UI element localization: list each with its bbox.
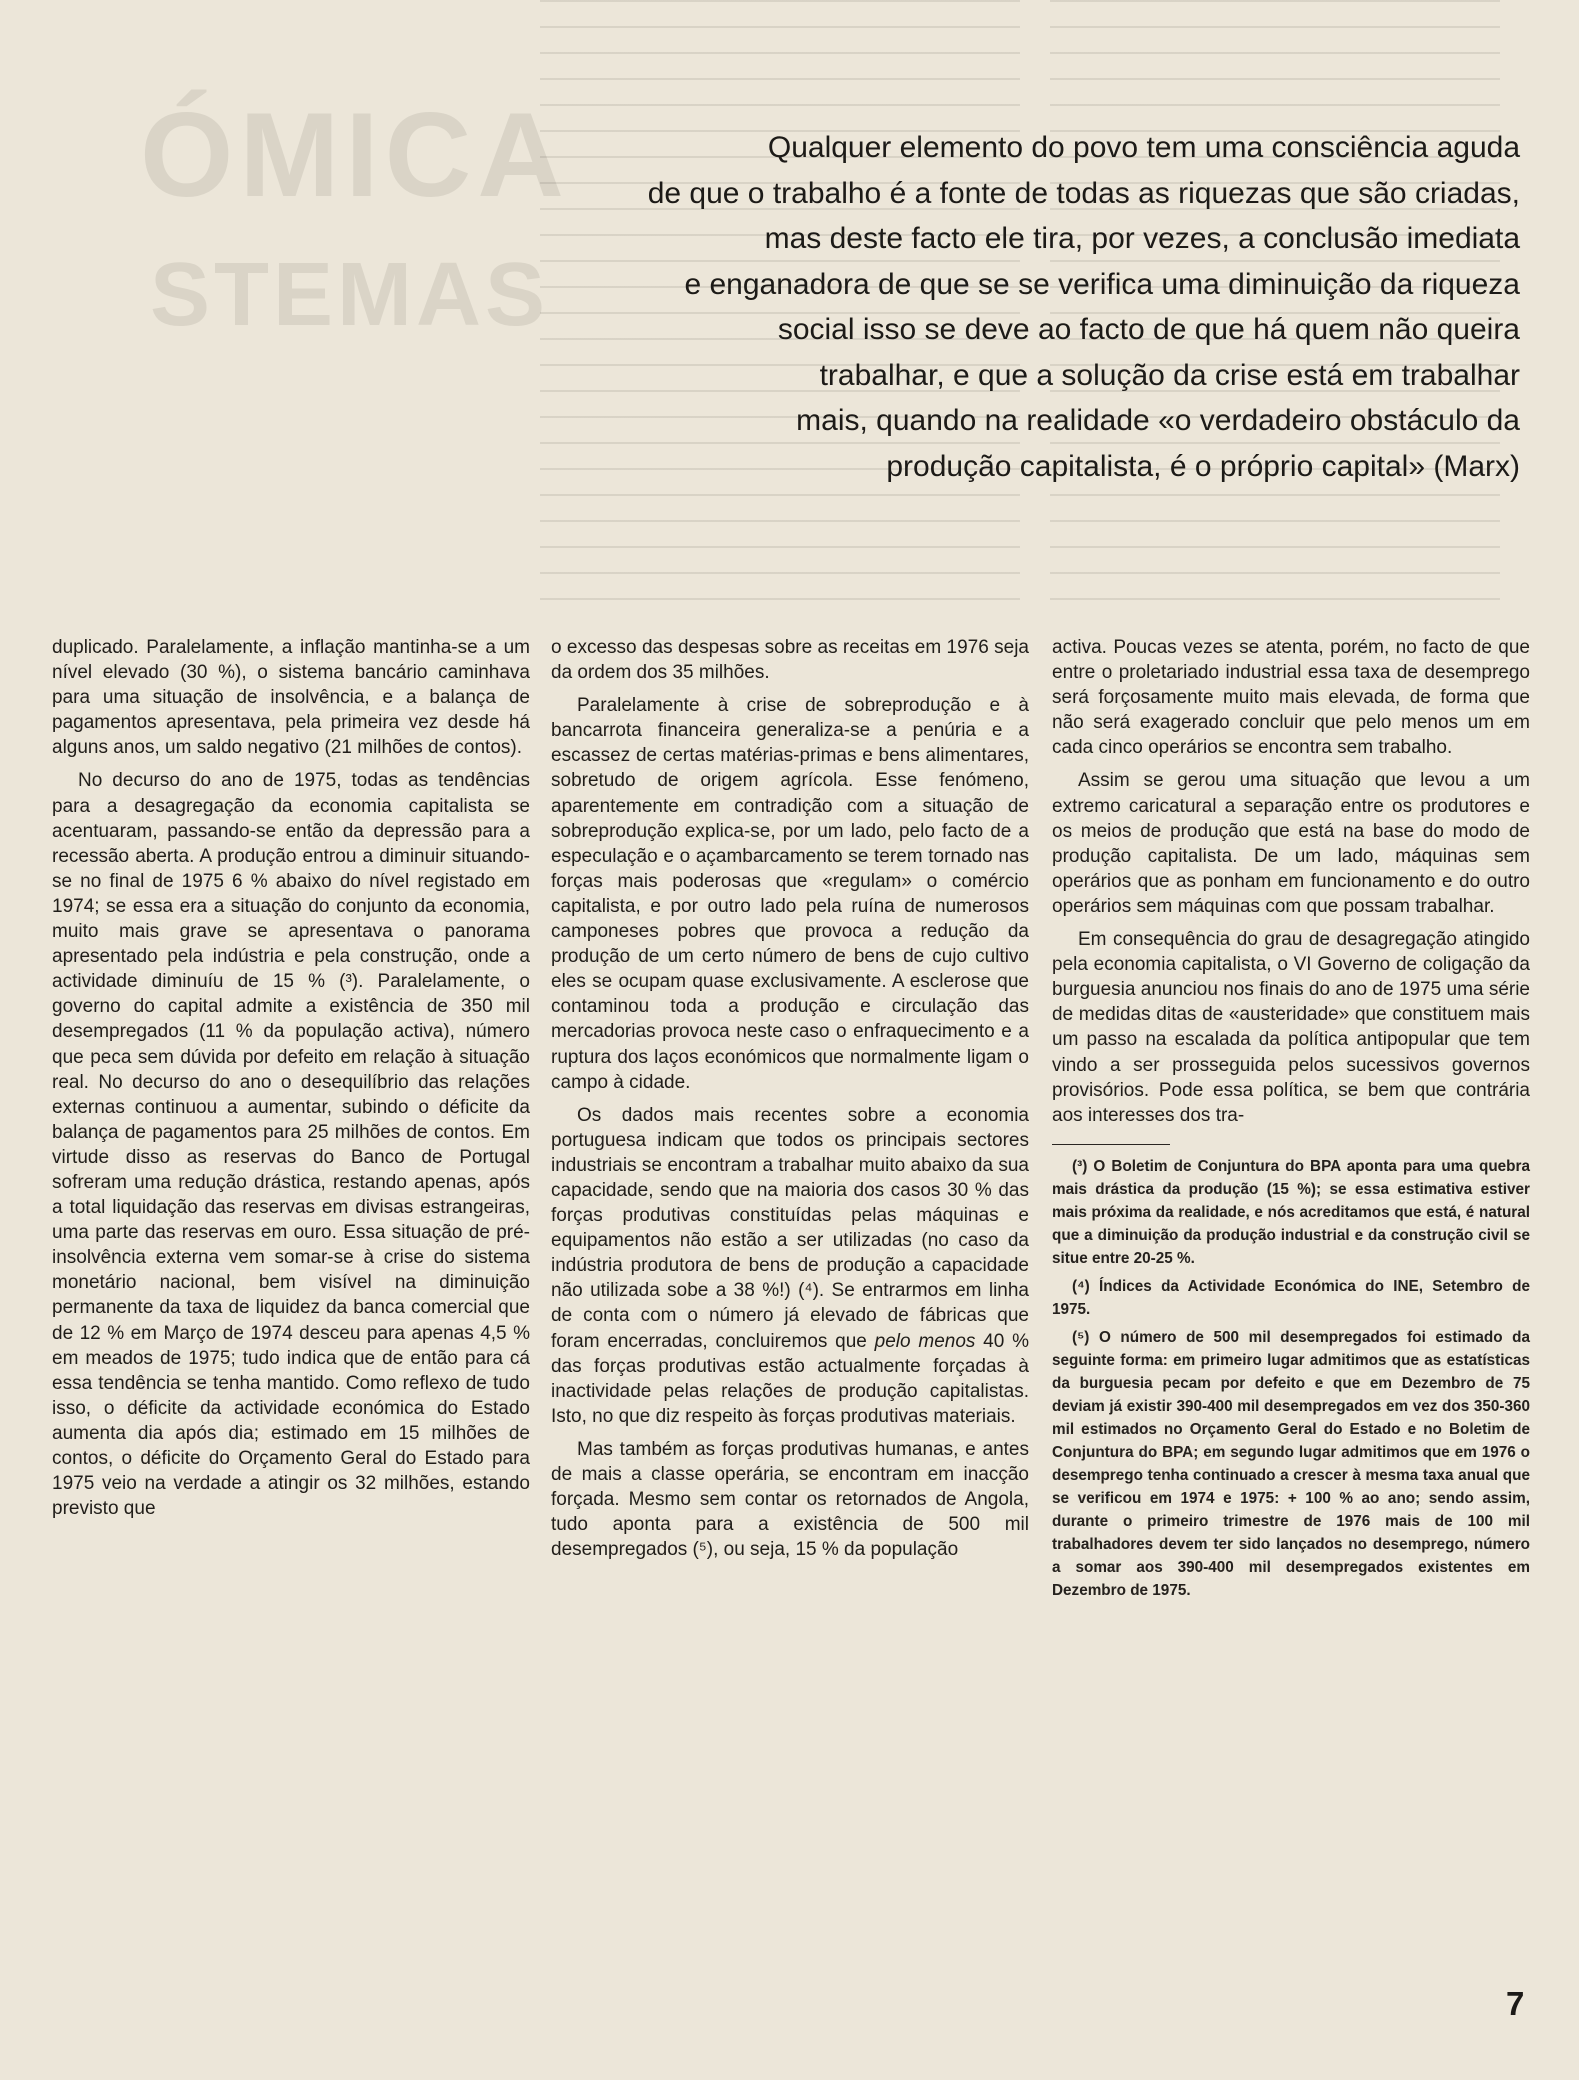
paragraph-text: Os dados mais recentes sobre a economia portuguesa indicam que todos os principais sectores industriais se encontram a trabalhar muito abaixo da sua capacidade, sendo que na maioria dos casos 30 % das forças produtivas constituídas pelas máquinas e equipamentos não estão a ser utilizadas (no caso da indústria produtora de bens de produção a capacidade não utilizada sobe a 38 %!) (⁴). Se entrarmos em linha de conta com o número já elevado de fábricas que foram encerradas, concluiremos que xyxy=(551,1104,1029,1352)
pull-quote-line: social isso se deve ao facto de que há quem não queira xyxy=(777,313,1520,346)
pull-quote-line: mais, quando na realidade «o verdadeiro obstáculo da xyxy=(796,404,1520,437)
footnote: (⁴) Índices da Actividade Económica do INE, Setembro de 1975. xyxy=(1052,1277,1530,1318)
pull-quote-line: Qualquer elemento do povo tem uma consciência aguda xyxy=(767,131,1520,164)
pull-quote-line: e enganadora de que se se verifica uma diminuição da riqueza xyxy=(684,267,1520,301)
paragraph: duplicado. Paralelamente, a inflação mantinha-se a um nível elevado (30 %), o sistema bancário caminhava para uma situação de insolvência, e a balança de pagamentos apresentava, pela primeira vez desde há alguns anos, um saldo negativo (21 milhões de contos). xyxy=(52,637,530,759)
footnotes xyxy=(1052,1155,1530,1602)
show-through-title: ÓMICA xyxy=(140,88,570,222)
footnote: (⁵) O número de 500 mil desempregados foi estimado da seguinte forma: em primeiro lugar admitimos que as estatísticas da burguesia pecam por defeito e que em Dezembro de 75 deviam já existir 390-400 mil desempregados em vez dos 350-360 mil estimados no Orçamento Geral do Estado e no Boletim de Conjuntura do BPA; em segundo lugar admitimos que em 1976 o desemprego tenha continuado a crescer à mesma taxa anual que se verificou em 1974 e 1975: + 100 % ao ano; sendo assim, durante o primeiro trimestre de 1976 mais de 100 mil trabalhadores devem ter sido lançados no desemprego, número a somar aos 390-400 mil desempregados existentes em Dezembro de 1975. xyxy=(1052,1328,1530,1599)
page-number: 7 xyxy=(1506,1985,1525,2022)
paragraph xyxy=(551,1103,1029,1429)
paragraph: Paralelamente à crise de sobreprodução e à bancarrota financeira generaliza-se a penúria e a escassez de certas matérias-primas e bens alimentares, sobretudo de origem agrícola. Esse fenómeno, aparentemente em contradição com a situação de sobreprodução explica-se, por um lado, pelo facto de a especulação e o açambarcamento se terem tornado nas forças mais poderosas que «regulam» o comércio capitalista, e por outro lado pela ruína de numerosos camponeses pobres que provoca a redução da produção de um certo número de bens de cujo cultivo eles se ocupam quase exclusivamente. A esclerose que contaminou toda a produção e circulação das mercadorias provoca neste caso o enfraquecimento e a ruptura dos laços económicos que normalmente ligam o campo à cidade. xyxy=(551,695,1029,1093)
pull-quote-line: mas deste facto ele tira, por vezes, a conclusão imediata xyxy=(764,222,1520,255)
article-column-1 xyxy=(52,635,530,1529)
footnote-divider xyxy=(1052,1144,1170,1145)
pull-quote xyxy=(500,125,1520,489)
paragraph: o excesso das despesas sobre as receitas em 1976 seja da ordem dos 35 milhões. xyxy=(551,637,1029,684)
show-through-subtitle: STEMAS xyxy=(150,245,550,345)
emphasis-text: pelo menos xyxy=(874,1330,976,1352)
pull-quote-line: trabalhar, e que a solução da crise está em trabalhar xyxy=(819,358,1520,392)
paragraph-text: 40 % das forças produtivas estão actualmente forçadas à inactividade pelas relações de produção capitalistas. Isto, no que diz respeito às forças produtivas materiais. xyxy=(551,1330,1029,1427)
footnote: (³) O Boletim de Conjuntura do BPA aponta para uma quebra mais drástica da produção (15 %); se essa estimativa estiver mais próxima da realidade, e nós acreditamos que está, é natural que a diminuição da produção industrial e da construção civil se situe entre 20-25 %. xyxy=(1052,1157,1530,1267)
pull-quote-line: produção capitalista, é o próprio capital» (Marx) xyxy=(886,449,1520,483)
paragraph: activa. Poucas vezes se atenta, porém, no facto de que entre o proletariado industrial essa taxa de desemprego será forçosamente muito mais elevada, de forma que não será exagerado concluir que pelo menos um em cada cinco operários se encontra sem trabalho. xyxy=(1052,637,1530,759)
article-column-3 xyxy=(1052,635,1530,1607)
paragraph: Mas também as forças produtivas humanas, e antes de mais a classe operária, se encontram em inacção forçada. Mesmo sem contar os retornados de Angola, tudo aponta para a existência de 500 mil desempregados (⁵), ou seja, 15 % da população xyxy=(551,1438,1029,1561)
paragraph: Em consequência do grau de desagregação atingido pela economia capitalista, o VI Governo de coligação da burguesia anunciou nos finais do ano de 1975 uma série de medidas ditas de «austeridade» que constituem mais um passo na escalada da política antipopular que tem vindo a ser prosseguida pelos sucessivos governos provisórios. Pode essa política, se bem que contrária aos interesses dos tra- xyxy=(1052,929,1530,1126)
paragraph: No decurso do ano de 1975, todas as tendências para a desagregação da economia capitalista se acentuaram, passando-se então da depressão para a recessão aberta. A produção entrou a diminuir situando-se no final de 1975 6 % abaixo do nível registado em 1974; se essa era a situação do conjunto da economia, muito mais grave se apresentava o panorama apresentado pela indústria e pela construção, onde a actividade diminuíu de 15 % (³). Paralelamente, o governo do capital admite a existência de 350 mil desempregados (11 % da população activa), número que peca sem dúvida por defeito em relação à situação real. No decurso do ano o desequilíbrio das relações externas continuou a aumentar, subindo o déficite da balança de pagamentos para 25 milhões de contos. Em virtude disso as reservas do Banco de Portugal sofreram uma redução drástica, restando apenas, após a total liquidação das reservas em divisas estrangeiras, uma parte das reservas em ouro. Essa situação de pré-insolvência externa vem somar-se à crise do sistema monetário nacional, bem visível na diminuição permanente da taxa de liquidez da banca comercial que de 12 % em Março de 1974 desceu para apenas 4,5 % em meados de 1975; tudo indica que de então para cá essa tendência se tenha mantido. Como reflexo de tudo isso, o déficite da actividade económica do Estado aumenta dia após dia; estimado em 15 milhões de contos, o déficite do Orçamento Geral do Estado para 1975 veio na verdade a atingir os 32 milhões, estando previsto que xyxy=(52,770,530,1520)
paragraph: Assim se gerou uma situação que levou a um extremo caricatural a separação entre os produtores e os meios de produção que está na base do modo de produção capitalista. De um lado, máquinas sem operários que as ponham em funcionamento e do outro operários sem máquinas com que possam trabalhar. xyxy=(1052,770,1530,917)
pull-quote-line: de que o trabalho é a fonte de todas as riquezas que são criadas, xyxy=(647,176,1520,210)
article-column-2 xyxy=(551,635,1029,1570)
